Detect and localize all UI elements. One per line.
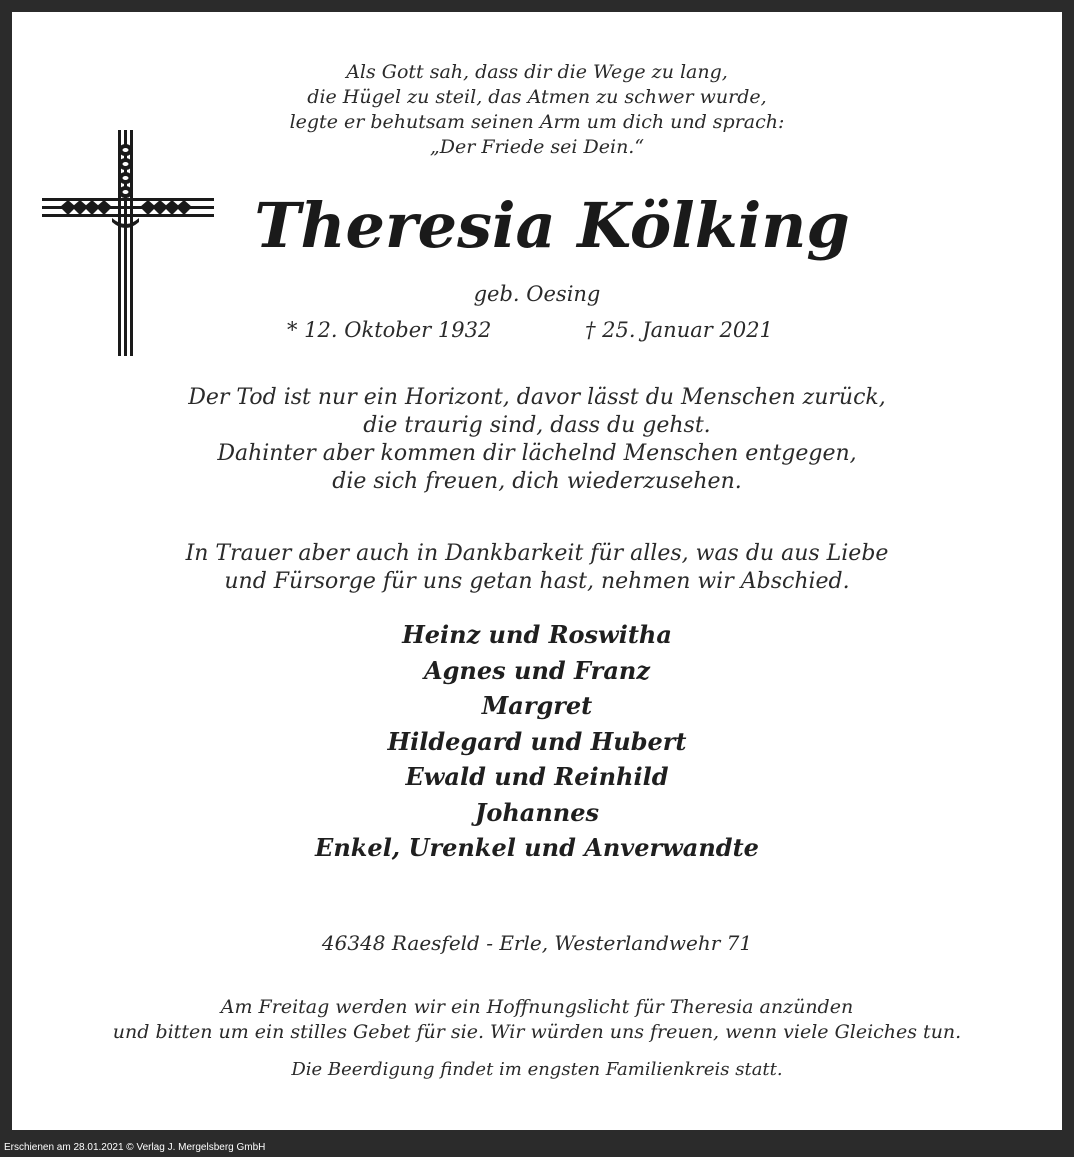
- verse-line: die traurig sind, dass du gehst.: [363, 413, 711, 438]
- verse-block: [0, 384, 1074, 496]
- family-list: [0, 617, 1074, 866]
- verse-line: Der Tod ist nur ein Horizont, davor lässt du Menschen zurück,: [188, 385, 886, 410]
- family-member: Margret: [481, 691, 593, 720]
- family-member: Agnes und Franz: [424, 655, 650, 685]
- verse-line: die sich freuen, dich wiederzusehen.: [332, 469, 742, 494]
- poem-line: die Hügel zu steil, das Atmen zu schwer wurde,: [307, 86, 767, 108]
- death-date: † 25. Januar 2021: [585, 318, 773, 342]
- family-member: Hildegard und Hubert: [387, 726, 687, 756]
- mourning-line: In Trauer aber auch in Dankbarkeit für alles, was du aus Liebe: [185, 541, 889, 566]
- funeral-note: Die Beerdigung findet im engsten Familienkreis statt.: [291, 1059, 783, 1080]
- family-member: Heinz und Roswitha: [402, 620, 672, 649]
- deceased-name: Theresia Kölking: [254, 189, 850, 262]
- notice-line: Am Freitag werden wir ein Hoffnungslicht für Theresia anzünden: [220, 996, 854, 1018]
- family-member: Johannes: [474, 797, 600, 827]
- family-member: Ewald und Reinhild: [405, 762, 669, 791]
- poem-line: legte er behutsam seinen Arm um dich und sprach:: [289, 111, 785, 133]
- verse-line: Dahinter aber kommen dir lächelnd Menschen entgegen,: [217, 441, 857, 466]
- birth-date: * 12. Oktober 1932: [287, 318, 492, 342]
- opening-poem: [0, 60, 1074, 160]
- publication-footer: Erschienen am 28.01.2021 © Verlag J. Mergelsberg GmbH: [4, 1142, 266, 1153]
- mourning-address: 46348 Raesfeld - Erle, Westerlandwehr 71: [321, 931, 753, 955]
- maiden-name: geb. Oesing: [473, 282, 601, 306]
- mourning-statement: [0, 540, 1074, 596]
- family-member: Enkel, Urenkel und Anverwandte: [315, 833, 759, 862]
- candle-notice: [0, 995, 1074, 1045]
- notice-line: und bitten um ein stilles Gebet für sie. Wir würden uns freuen, wenn viele Gleiches tun.: [112, 1021, 962, 1043]
- poem-line: Als Gott sah, dass dir die Wege zu lang,: [346, 61, 728, 83]
- poem-line: „Der Friede sei Dein.“: [429, 136, 645, 158]
- mourning-line: und Fürsorge für uns getan hast, nehmen wir Abschied.: [224, 569, 850, 594]
